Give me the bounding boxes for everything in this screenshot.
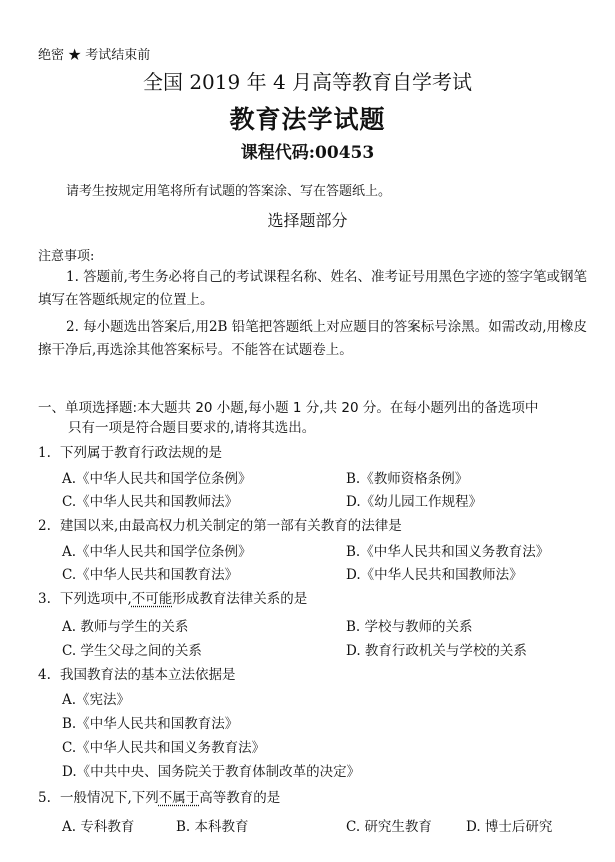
option-b: B. 本科教育	[176, 819, 249, 835]
question-text: 形成教育法律关系的是	[172, 591, 308, 607]
question-number: 1.	[38, 445, 51, 461]
exam-title: 全国 2019 年 4 月高等教育自学考试	[142, 70, 473, 94]
option-b: B.《中华人民共和国义务教育法》	[346, 544, 550, 560]
option-d: D.《幼儿园工作规程》	[346, 494, 483, 510]
question-text: 下列属于教育行政法规的是	[60, 445, 222, 461]
section-title: 选择题部分	[267, 211, 348, 230]
confidential-mark: 绝密 ★ 考试结束前	[38, 48, 151, 63]
option-d: D. 教育行政机关与学校的关系	[346, 643, 527, 659]
notice-item: 1. 答题前,考生务必将自己的考试课程名称、姓名、准考证号用黑色字迹的签字笔或钢笔填写在答题纸规定的位置上。	[38, 269, 587, 308]
instruction-text: 请考生按规定用笔将所有试题的答案涂、写在答题纸上。	[66, 184, 392, 199]
question-number: 5.	[38, 790, 51, 806]
option-c: C.《中华人民共和国义务教育法》	[62, 740, 266, 756]
question-text: 建国以来,由最高权力机关制定的第一部有关教育的法律是	[60, 518, 402, 534]
option-c: C. 学生父母之间的关系	[62, 643, 202, 659]
question-number: 2.	[38, 518, 51, 534]
question-text: 一般情况下,下列	[60, 790, 159, 806]
option-a: A.《宪法》	[62, 692, 131, 708]
question-stem	[38, 441, 222, 461]
option-b: B.《教师资格条例》	[346, 471, 469, 487]
emphasis-text: 不属于	[158, 790, 200, 806]
option-b: B. 学校与教师的关系	[346, 619, 473, 635]
question-number: 3.	[38, 591, 51, 607]
question-stem	[38, 587, 307, 607]
option-c: C. 研究生教育	[346, 819, 432, 835]
option-a: A.《中华人民共和国学位条例》	[62, 471, 252, 487]
option-c: C.《中华人民共和国教师法》	[62, 494, 239, 510]
option-b: B.《中华人民共和国教育法》	[62, 716, 239, 732]
question-text: 高等教育的是	[199, 790, 281, 806]
option-d: D. 博士后研究	[466, 819, 553, 835]
notice-item: 2. 每小题选出答案后,用2B 铅笔把答题纸上对应题目的答案标号涂黑。如需改动,用橡皮擦干净后,再选涂其他答案标号。不能答在试题卷上。	[38, 319, 588, 358]
option-a: A.《中华人民共和国学位条例》	[62, 544, 252, 560]
course-code: 课程代码:00453	[240, 143, 375, 163]
part-one-line: 一、单项选择题:本大题共 20 小题,每小题 1 分,共 20 分。在每小题列出的备选项中	[38, 400, 539, 416]
question-text: 下列选项中,	[60, 591, 132, 607]
question-stem	[38, 663, 236, 683]
part-one-line: 只有一项是符合题目要求的,请将其选出。	[68, 420, 316, 436]
part-one-heading	[38, 398, 598, 438]
notice-title: 注意事项:	[38, 249, 95, 264]
option-c: C.《中华人民共和国教育法》	[62, 567, 239, 583]
question-stem	[38, 786, 280, 806]
option-d: D.《中共中央、国务院关于教育体制改革的决定》	[62, 764, 361, 780]
question-number: 4.	[38, 667, 51, 683]
subject-title: 教育法学试题	[229, 105, 386, 134]
option-a: A. 教师与学生的关系	[62, 619, 189, 635]
option-d: D.《中华人民共和国教师法》	[346, 567, 523, 583]
question-stem	[38, 514, 402, 534]
option-a: A. 专科教育	[62, 819, 135, 835]
question-text: 我国教育法的基本立法依据是	[60, 667, 236, 683]
emphasis-text: 不可能	[131, 591, 173, 607]
